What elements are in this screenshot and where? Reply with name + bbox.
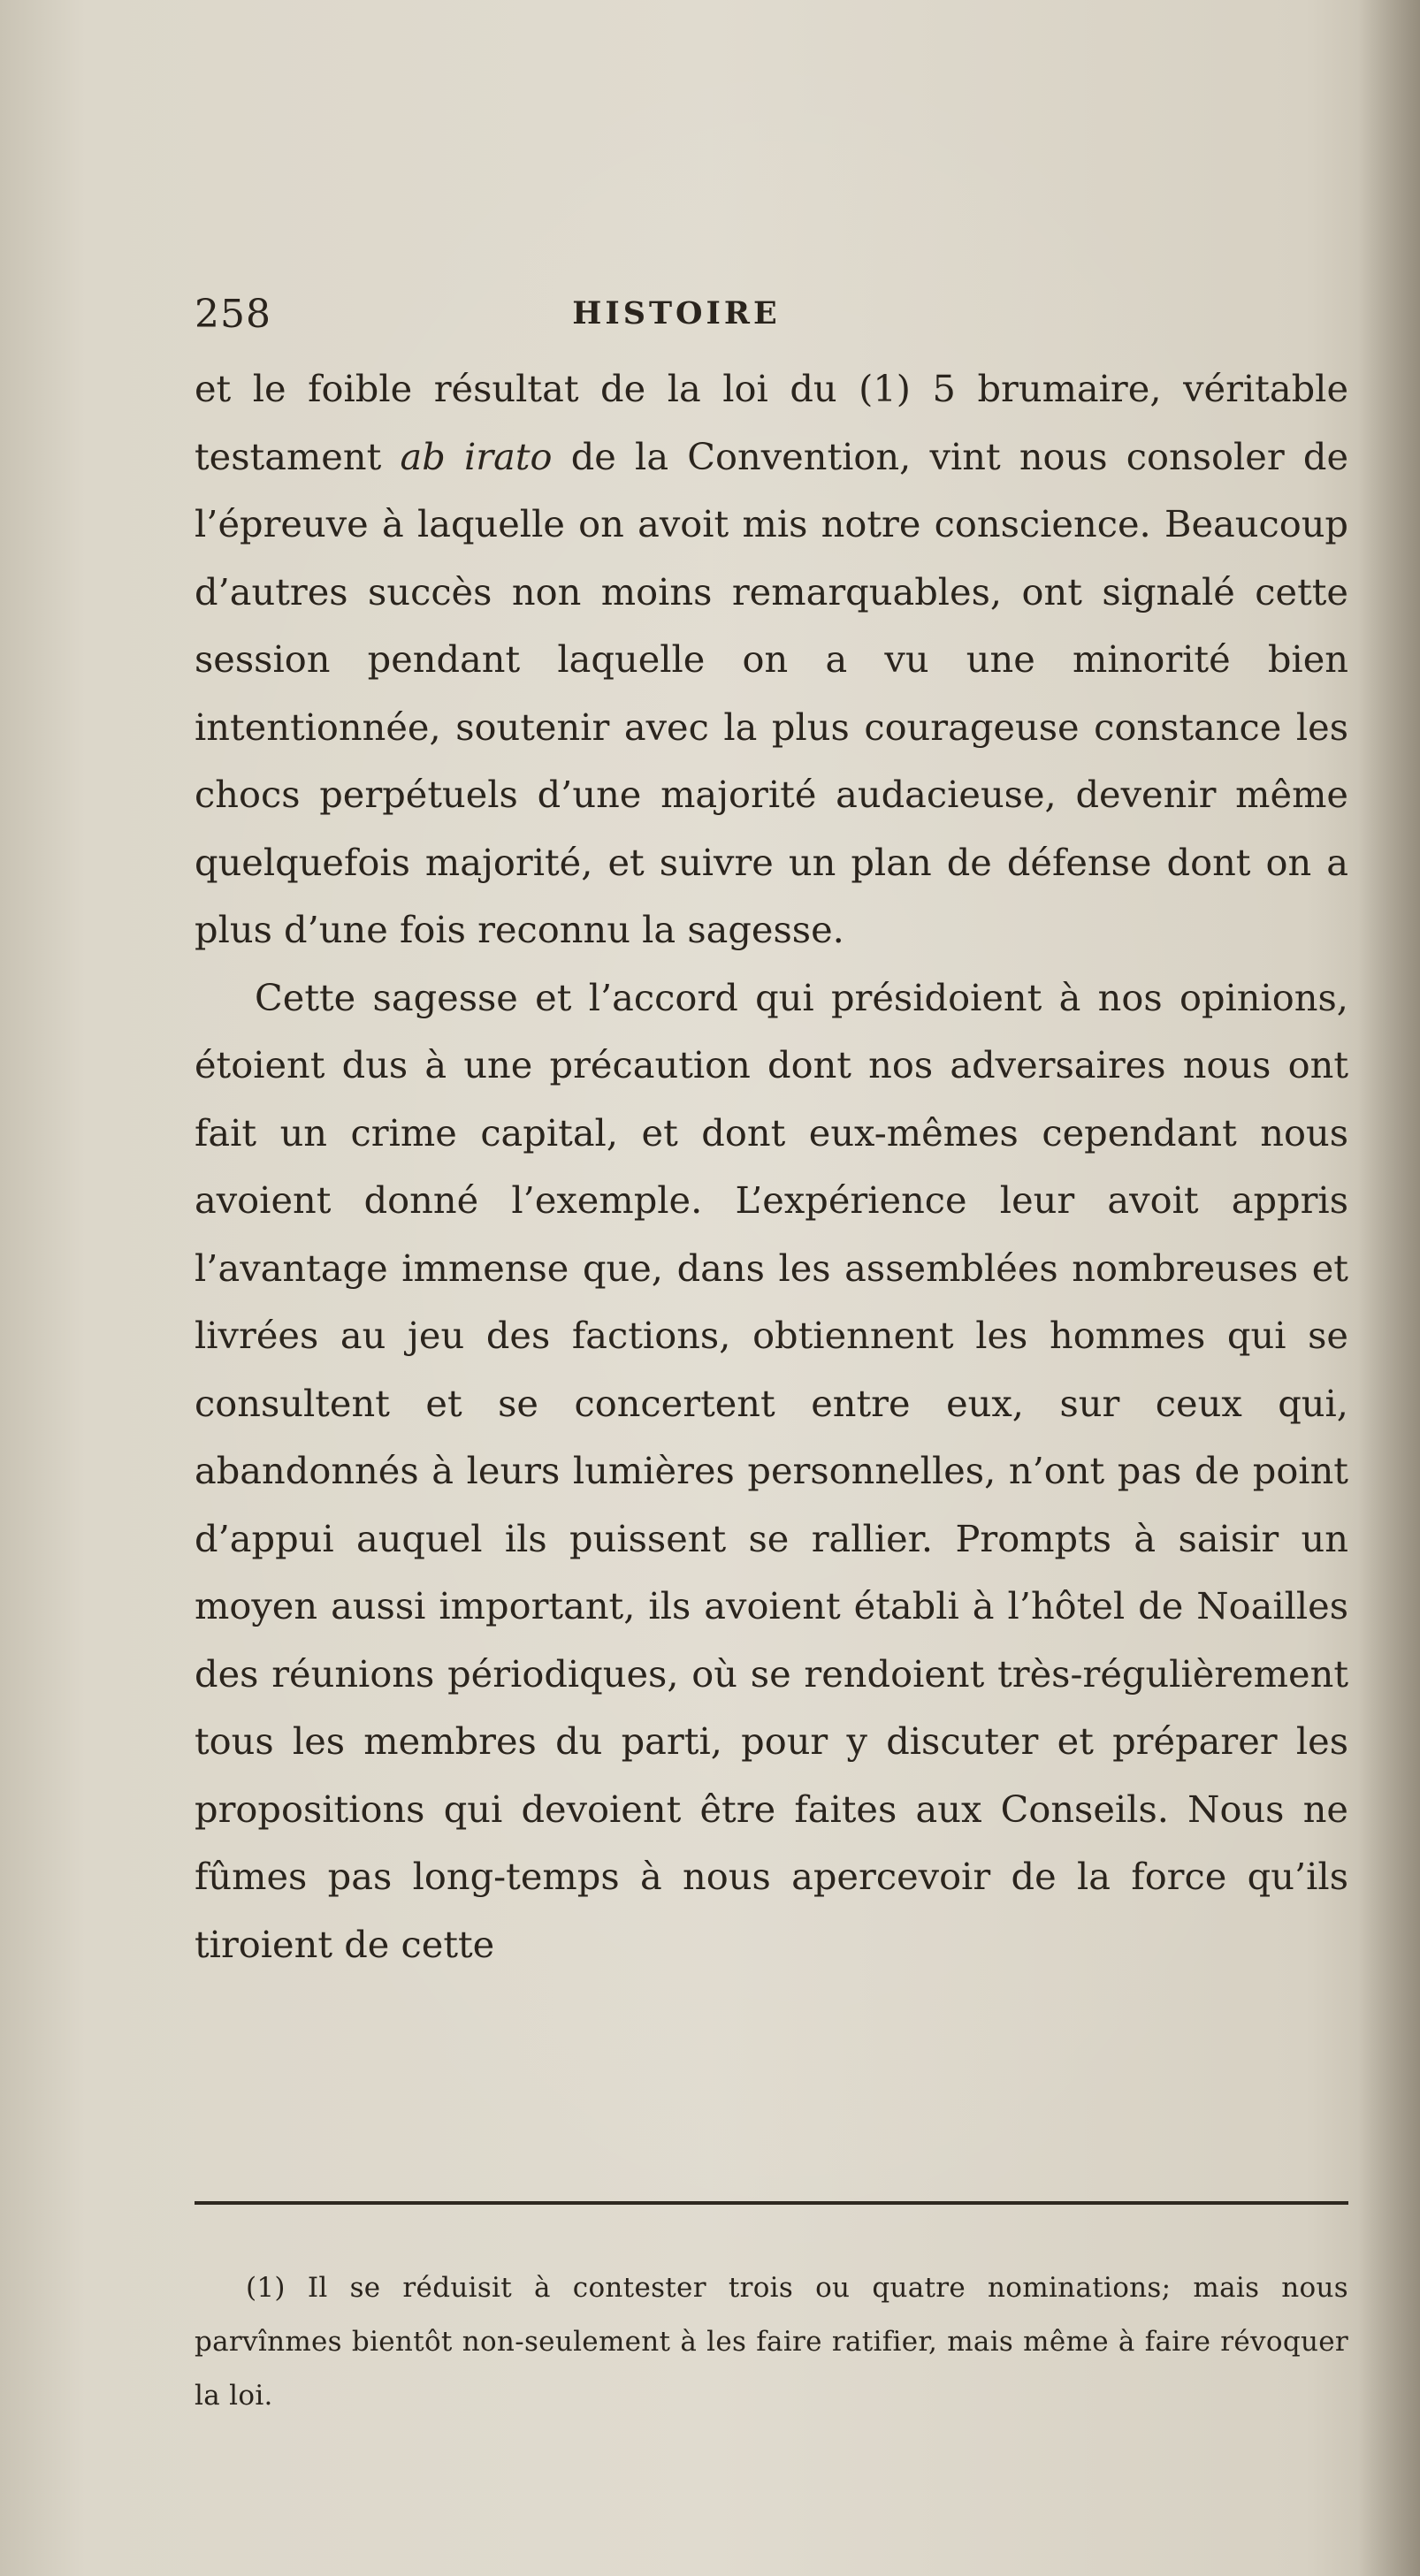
- footnote: [195, 2261, 1348, 2423]
- footnote-divider: [195, 2201, 1348, 2205]
- paragraph: [195, 355, 1348, 964]
- footnote-text: (1) Il se réduisit à contester trois ou quatre nominations; mais nous parvînmes bientôt non-seulement à les faire ratifier, mais même à faire révoquer la loi.: [195, 2272, 1348, 2412]
- paragraph-text: de la Convention, vint nous consoler de l’épreuve à laquelle on avoit mis notre conscience. Beaucoup d’autres succès non moins remarquables, ont signalé cette session pendant laquelle on a vu une minorité bien intentionnée, soutenir avec la plus courageuse constance les chocs perpétuels d’une majorité audacieuse, devenir même quelquefois majorité, et suivre un plan de défense dont on a plus d’une fois reconnu la sagesse.: [195, 434, 1349, 951]
- paragraph-text: et le foible résultat de la loi du (1) 5 brumaire, véritable testament: [195, 367, 1348, 478]
- page-number: 258: [195, 292, 271, 337]
- page-header: [195, 292, 1348, 345]
- paragraph: Cette sagesse et l’accord qui présidoient à nos opinions, étoient dus à une précaution dont nos adversaires nous ont fait un crime capital, et dont eux-mêmes cependant nous avoient donné l’exemple. L’expérience leur avoit appris l’avantage immense que, dans les assemblées nombreuses et livrées au jeu des factions, obtiennent les hommes qui se consultent et se concertent entre eux, sur ceux qui, abandonnés à leurs lumières personnelles, n’ont pas de point d’appui auquel ils puissent se rallier. Prompts à saisir un moyen aussi important, ils avoient établi à l’hôtel de Noailles des réunions périodiques, où se rendoient très-régulièrement tous les membres du parti, pour y discuter et préparer les propositions qui devoient être faites aux Conseils. Nous ne fûmes pas long-temps à nous apercevoir de la force qu’ils tiroient de cette: [195, 975, 1348, 1966]
- running-title: HISTOIRE: [572, 295, 781, 332]
- italic-phrase: ab irato: [400, 434, 553, 478]
- main-text: [195, 355, 1348, 1978]
